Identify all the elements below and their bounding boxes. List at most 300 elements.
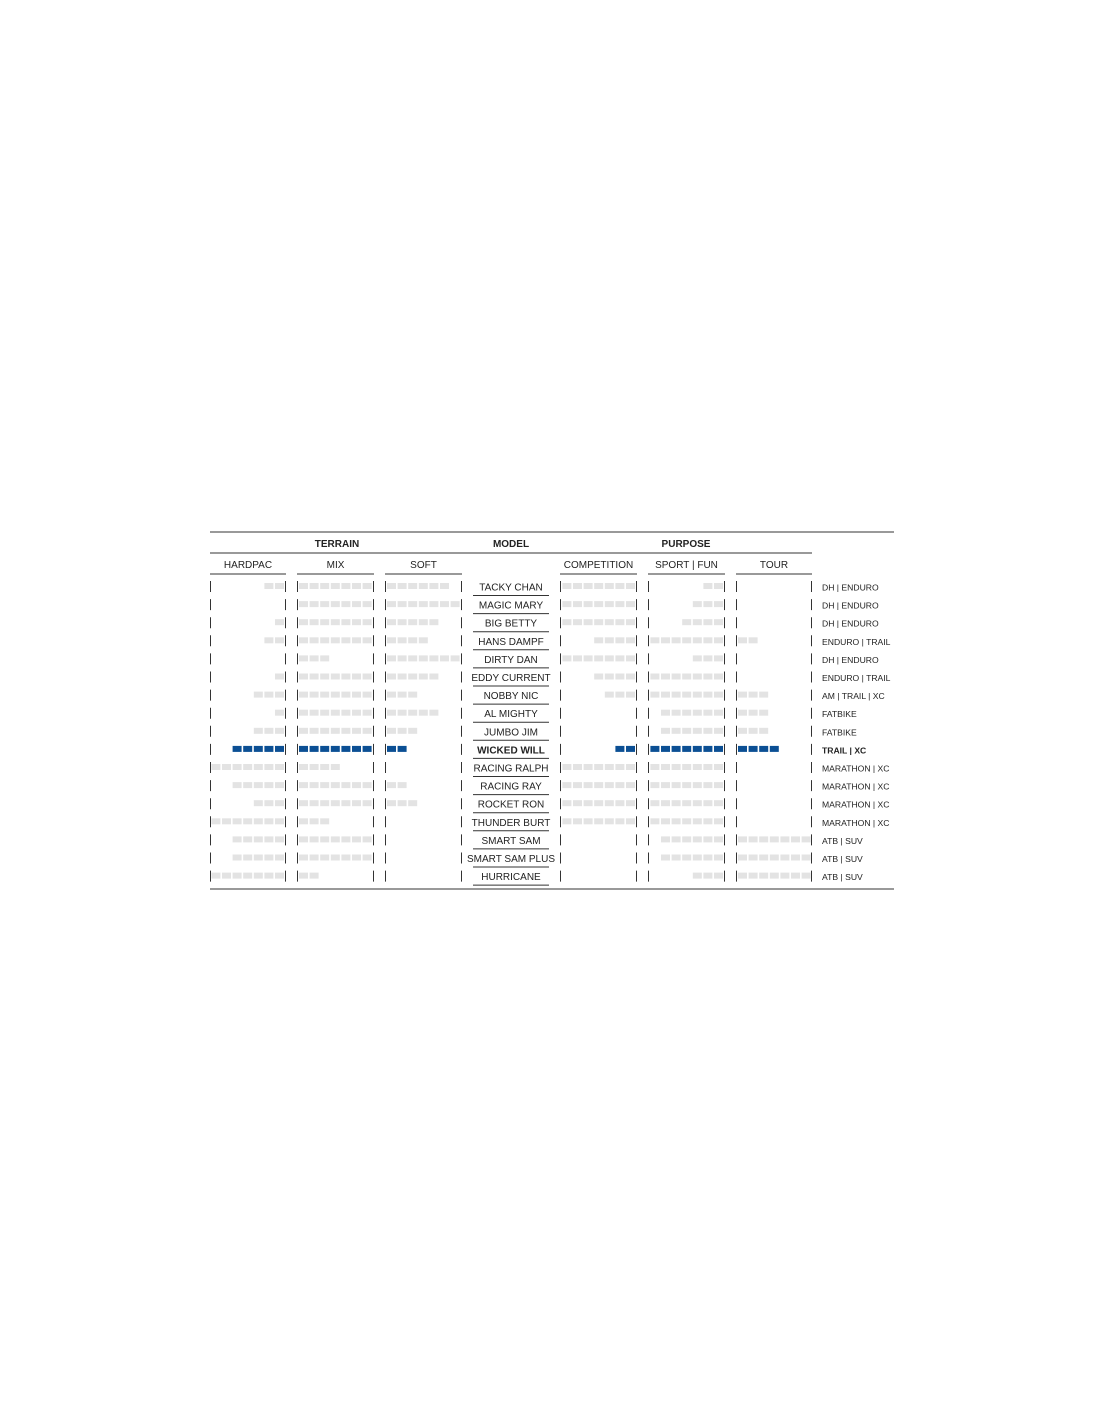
rating-block-tour: [770, 836, 779, 842]
rating-block-competition: [626, 800, 635, 806]
rating-block-competition: [615, 782, 624, 788]
rating-block-tour: [759, 855, 768, 861]
model-name: HURRICANE: [481, 872, 541, 884]
rating-block-hardpac: [275, 710, 284, 716]
rating-block-hardpac: [264, 800, 273, 806]
rating-block-competition: [584, 619, 593, 625]
rating-block-tour: [770, 873, 779, 879]
rating-block-mix: [310, 601, 319, 607]
rating-block-mix: [363, 637, 372, 643]
rating-block-tour: [749, 855, 758, 861]
terrain-header: TERRAIN: [314, 539, 360, 550]
rating-block-competition: [573, 583, 582, 589]
rating-block-mix: [363, 674, 372, 680]
rating-block-mix: [320, 764, 329, 770]
rating-block-mix: [341, 800, 350, 806]
rating-block-hardpac: [254, 800, 263, 806]
rating-block-sport-fun: [714, 710, 723, 716]
rating-block-sport-fun: [703, 583, 712, 589]
rating-block-sport-fun: [650, 818, 659, 824]
rating-block-competition: [615, 800, 624, 806]
rating-block-mix: [331, 674, 340, 680]
rating-block-sport-fun: [682, 782, 691, 788]
rating-block-tour: [802, 873, 811, 879]
rating-block-sport-fun: [693, 692, 702, 698]
rating-block-sport-fun: [661, 674, 670, 680]
rating-block-mix: [331, 619, 340, 625]
rating-block-mix: [341, 601, 350, 607]
category-label: DH | ENDURO: [822, 582, 879, 593]
rating-block-hardpac: [275, 800, 284, 806]
rating-block-tour: [749, 746, 758, 752]
rating-block-sport-fun: [693, 855, 702, 861]
rating-block-mix: [299, 855, 308, 861]
model-name: ROCKET RON: [477, 799, 545, 811]
rating-block-sport-fun: [672, 818, 681, 824]
rating-block-sport-fun: [714, 637, 723, 643]
rating-block-sport-fun: [661, 836, 670, 842]
rating-block-mix: [341, 637, 350, 643]
rating-block-tour: [749, 836, 758, 842]
category-label: MARATHON | XC: [822, 817, 890, 828]
rating-block-hardpac: [222, 873, 231, 879]
rating-block-sport-fun: [661, 855, 670, 861]
rating-block-soft: [408, 637, 417, 643]
rating-block-sport-fun: [672, 782, 681, 788]
rating-block-hardpac: [264, 764, 273, 770]
rating-block-mix: [310, 873, 319, 879]
rating-block-soft: [387, 782, 396, 788]
table-row: [211, 853, 864, 868]
rating-block-soft: [408, 583, 417, 589]
rating-block-hardpac: [264, 637, 273, 643]
rating-block-mix: [310, 583, 319, 589]
rating-block-sport-fun: [682, 855, 691, 861]
rating-block-tour: [738, 710, 747, 716]
rating-block-mix: [299, 583, 308, 589]
rating-block-tour: [749, 728, 758, 734]
rating-block-sport-fun: [650, 692, 659, 698]
table-row: [211, 617, 879, 632]
rating-block-sport-fun: [682, 728, 691, 734]
rating-block-soft: [408, 728, 417, 734]
rating-block-soft: [398, 746, 407, 752]
rating-block-mix: [352, 728, 361, 734]
rating-block-competition: [605, 782, 614, 788]
rating-block-hardpac: [275, 746, 284, 752]
rating-block-mix: [320, 728, 329, 734]
category-label: ATB | SUV: [822, 854, 863, 864]
table-row: [211, 708, 857, 723]
rating-block-competition: [573, 818, 582, 824]
rating-block-mix: [310, 836, 319, 842]
rating-block-competition: [615, 746, 624, 752]
rating-block-competition: [626, 764, 635, 770]
rating-block-competition: [584, 583, 593, 589]
table-row: [211, 798, 890, 813]
rating-block-sport-fun: [703, 692, 712, 698]
rating-block-mix: [299, 655, 308, 661]
category-label: MARATHON | XC: [822, 763, 890, 774]
rating-block-mix: [320, 746, 329, 752]
rating-block-soft: [387, 619, 396, 625]
category-label: FATBIKE: [822, 727, 857, 738]
rating-block-mix: [320, 655, 329, 661]
category-label: ATB | SUV: [822, 872, 863, 883]
rating-block-hardpac: [264, 873, 273, 879]
rating-block-hardpac: [275, 728, 284, 734]
rating-block-competition: [605, 800, 614, 806]
rating-block-sport-fun: [693, 601, 702, 607]
rating-block-mix: [310, 855, 319, 861]
rating-block-competition: [626, 818, 635, 824]
rating-block-competition: [562, 782, 571, 788]
rating-block-mix: [299, 746, 308, 752]
rating-block-competition: [594, 818, 603, 824]
rating-block-sport-fun: [682, 746, 691, 752]
table-row: [211, 762, 890, 777]
rating-block-soft: [408, 710, 417, 716]
rating-block-tour: [759, 836, 768, 842]
rating-block-mix: [310, 655, 319, 661]
rating-block-sport-fun: [661, 692, 670, 698]
model-name: EDDY CURRENT: [471, 673, 551, 684]
rating-block-mix: [331, 782, 340, 788]
rating-block-competition: [626, 674, 635, 680]
rating-block-soft: [408, 692, 417, 698]
rating-block-soft: [419, 583, 428, 589]
rating-block-soft: [387, 746, 396, 752]
rating-block-hardpac: [233, 873, 242, 879]
rating-block-competition: [562, 764, 571, 770]
rating-block-hardpac: [275, 674, 284, 680]
rating-block-competition: [615, 655, 624, 661]
rating-block-sport-fun: [703, 836, 712, 842]
rating-block-sport-fun: [661, 746, 670, 752]
rating-block-sport-fun: [672, 855, 681, 861]
rating-block-mix: [341, 692, 350, 698]
model-name: RACING RALPH: [473, 763, 549, 775]
rating-block-mix: [363, 601, 372, 607]
rating-block-competition: [615, 764, 624, 770]
rating-block-sport-fun: [703, 655, 712, 661]
rating-block-tour: [759, 746, 768, 752]
rating-block-hardpac: [211, 764, 220, 770]
rating-block-competition: [594, 674, 603, 680]
rating-block-sport-fun: [672, 800, 681, 806]
rating-block-mix: [310, 800, 319, 806]
rating-block-mix: [310, 818, 319, 824]
rating-block-mix: [299, 637, 308, 643]
rating-block-competition: [605, 619, 614, 625]
rating-block-mix: [352, 692, 361, 698]
model-name: HANS DAMPF: [478, 636, 544, 648]
rating-block-competition: [615, 583, 624, 589]
rating-block-mix: [310, 782, 319, 788]
rating-block-mix: [363, 710, 372, 716]
rating-block-sport-fun: [661, 728, 670, 734]
rating-block-sport-fun: [661, 637, 670, 643]
rating-block-competition: [626, 619, 635, 625]
rating-block-tour: [738, 836, 747, 842]
rating-block-soft: [429, 710, 438, 716]
rating-block-mix: [310, 692, 319, 698]
rating-block-mix: [331, 583, 340, 589]
rating-block-soft: [398, 782, 407, 788]
rating-block-soft: [398, 583, 407, 589]
rating-block-competition: [626, 637, 635, 643]
rating-block-hardpac: [233, 836, 242, 842]
rating-block-competition: [605, 637, 614, 643]
rating-block-sport-fun: [693, 873, 702, 879]
rating-block-soft: [387, 728, 396, 734]
table-row: [211, 635, 891, 650]
rating-block-mix: [363, 583, 372, 589]
rating-block-mix: [331, 800, 340, 806]
rating-block-soft: [398, 637, 407, 643]
rating-block-soft: [398, 710, 407, 716]
rating-block-soft: [408, 601, 417, 607]
rating-block-competition: [562, 800, 571, 806]
rating-block-tour: [749, 710, 758, 716]
rating-block-tour: [759, 873, 768, 879]
rating-block-sport-fun: [703, 800, 712, 806]
rating-block-soft: [419, 674, 428, 680]
rating-block-mix: [320, 836, 329, 842]
rating-block-tour: [791, 836, 800, 842]
rating-block-hardpac: [275, 855, 284, 861]
rating-block-sport-fun: [682, 764, 691, 770]
model-name: NOBBY NIC: [483, 691, 539, 703]
rating-block-tour: [749, 873, 758, 879]
rating-block-mix: [331, 637, 340, 643]
rating-block-tour: [802, 836, 811, 842]
category-label: DH | ENDURO: [822, 618, 879, 629]
rating-block-soft: [398, 692, 407, 698]
rating-block-competition: [605, 583, 614, 589]
rating-block-competition: [605, 674, 614, 680]
rating-block-mix: [352, 782, 361, 788]
rating-block-competition: [584, 800, 593, 806]
rating-block-mix: [341, 710, 350, 716]
model-name: JUMBO JIM: [484, 727, 538, 739]
rating-block-mix: [310, 674, 319, 680]
rating-block-mix: [341, 746, 350, 752]
rating-block-sport-fun: [693, 764, 702, 770]
rating-block-sport-fun: [682, 800, 691, 806]
table-row: [211, 672, 891, 687]
rating-block-competition: [562, 601, 571, 607]
rating-block-mix: [320, 818, 329, 824]
rating-block-mix: [310, 728, 319, 734]
rating-block-soft: [408, 800, 417, 806]
rating-block-mix: [363, 746, 372, 752]
rating-block-sport-fun: [682, 637, 691, 643]
rating-block-hardpac: [254, 728, 263, 734]
rating-block-sport-fun: [703, 601, 712, 607]
rating-block-sport-fun: [714, 655, 723, 661]
model-name: THUNDER BURT: [471, 817, 551, 829]
rating-block-tour: [738, 746, 747, 752]
table-row: [211, 816, 890, 831]
rating-block-tour: [759, 692, 768, 698]
table-row: [211, 871, 864, 886]
rating-block-sport-fun: [714, 782, 723, 788]
rating-block-competition: [594, 601, 603, 607]
rating-block-sport-fun: [703, 619, 712, 625]
rating-block-competition: [562, 619, 571, 625]
rating-block-hardpac: [233, 764, 242, 770]
rating-block-mix: [331, 728, 340, 734]
rating-block-mix: [320, 710, 329, 716]
category-label: DH | ENDURO: [822, 600, 879, 611]
rating-block-mix: [299, 710, 308, 716]
rating-block-hardpac: [264, 692, 273, 698]
rating-block-hardpac: [275, 764, 284, 770]
rating-block-mix: [341, 836, 350, 842]
rating-block-mix: [331, 855, 340, 861]
rating-block-tour: [759, 710, 768, 716]
rating-block-hardpac: [254, 782, 263, 788]
rating-block-sport-fun: [682, 692, 691, 698]
rating-block-mix: [352, 674, 361, 680]
rating-block-tour: [791, 855, 800, 861]
rating-block-mix: [363, 782, 372, 788]
rating-block-soft: [398, 674, 407, 680]
rating-block-mix: [299, 601, 308, 607]
rating-block-competition: [605, 818, 614, 824]
rating-block-competition: [562, 583, 571, 589]
rating-block-mix: [299, 764, 308, 770]
rating-block-competition: [605, 692, 614, 698]
rating-block-sport-fun: [693, 619, 702, 625]
rating-block-hardpac: [222, 764, 231, 770]
rating-block-mix: [341, 855, 350, 861]
rating-block-tour: [749, 637, 758, 643]
rating-block-mix: [299, 818, 308, 824]
rating-block-sport-fun: [703, 728, 712, 734]
rating-block-mix: [299, 674, 308, 680]
rating-block-mix: [310, 637, 319, 643]
rating-block-sport-fun: [703, 710, 712, 716]
rating-block-sport-fun: [650, 746, 659, 752]
rating-block-sport-fun: [693, 800, 702, 806]
rating-block-competition: [584, 764, 593, 770]
rating-block-hardpac: [264, 818, 273, 824]
rating-block-competition: [562, 818, 571, 824]
rating-block-hardpac: [254, 764, 263, 770]
rating-block-tour: [770, 855, 779, 861]
rating-block-competition: [615, 619, 624, 625]
rating-block-hardpac: [264, 855, 273, 861]
rating-block-sport-fun: [672, 674, 681, 680]
model-name: WICKED WILL: [477, 745, 545, 757]
rating-block-soft: [419, 655, 428, 661]
rating-block-sport-fun: [714, 746, 723, 752]
rating-block-hardpac: [264, 728, 273, 734]
rating-block-mix: [320, 782, 329, 788]
rating-block-sport-fun: [703, 637, 712, 643]
rating-block-soft: [408, 655, 417, 661]
rating-block-sport-fun: [714, 692, 723, 698]
rating-block-competition: [562, 655, 571, 661]
rating-block-mix: [299, 692, 308, 698]
column-header-hardpac: HARDPAC: [223, 560, 273, 571]
rating-block-soft: [398, 655, 407, 661]
rating-block-sport-fun: [714, 836, 723, 842]
rating-block-hardpac: [264, 583, 273, 589]
rating-block-soft: [419, 710, 428, 716]
rating-block-soft: [429, 655, 438, 661]
rating-block-soft: [429, 619, 438, 625]
rating-block-mix: [352, 601, 361, 607]
rating-block-sport-fun: [693, 746, 702, 752]
rating-block-sport-fun: [650, 674, 659, 680]
rating-block-hardpac: [254, 746, 263, 752]
rating-block-sport-fun: [672, 746, 681, 752]
rating-block-soft: [408, 674, 417, 680]
rating-block-competition: [573, 782, 582, 788]
model-name: BIG BETTY: [484, 618, 538, 630]
rating-block-sport-fun: [703, 746, 712, 752]
rating-block-sport-fun: [650, 800, 659, 806]
rating-block-mix: [320, 637, 329, 643]
table-row: [211, 726, 857, 741]
rating-block-sport-fun: [703, 782, 712, 788]
rating-block-mix: [331, 746, 340, 752]
rating-block-mix: [341, 728, 350, 734]
table-row: [211, 653, 879, 668]
rating-block-mix: [352, 800, 361, 806]
rating-block-competition: [615, 637, 624, 643]
rating-block-mix: [320, 692, 329, 698]
rating-block-sport-fun: [703, 873, 712, 879]
rating-block-soft: [387, 583, 396, 589]
rating-block-soft: [387, 655, 396, 661]
category-label: ENDURO | TRAIL: [822, 636, 891, 647]
rating-block-hardpac: [264, 782, 273, 788]
rating-block-hardpac: [243, 836, 252, 842]
rating-block-hardpac: [233, 855, 242, 861]
rating-block-mix: [299, 782, 308, 788]
rating-block-tour: [749, 692, 758, 698]
rating-block-soft: [398, 728, 407, 734]
rating-block-sport-fun: [714, 818, 723, 824]
rating-block-mix: [299, 873, 308, 879]
rating-block-mix: [310, 746, 319, 752]
rating-block-hardpac: [275, 873, 284, 879]
rating-block-hardpac: [211, 818, 220, 824]
rating-block-sport-fun: [650, 782, 659, 788]
rating-block-mix: [331, 764, 340, 770]
rating-block-hardpac: [243, 873, 252, 879]
rating-block-competition: [584, 601, 593, 607]
rating-block-hardpac: [275, 818, 284, 824]
rating-block-mix: [299, 728, 308, 734]
table-row: [211, 744, 867, 759]
rating-block-soft: [419, 601, 428, 607]
rating-block-competition: [605, 655, 614, 661]
rating-block-hardpac: [275, 782, 284, 788]
rating-block-hardpac: [254, 818, 263, 824]
rating-block-hardpac: [243, 764, 252, 770]
rating-block-sport-fun: [672, 710, 681, 716]
rating-block-mix: [352, 637, 361, 643]
rating-block-mix: [363, 619, 372, 625]
rating-block-mix: [299, 836, 308, 842]
rating-block-competition: [626, 782, 635, 788]
rating-block-sport-fun: [693, 674, 702, 680]
